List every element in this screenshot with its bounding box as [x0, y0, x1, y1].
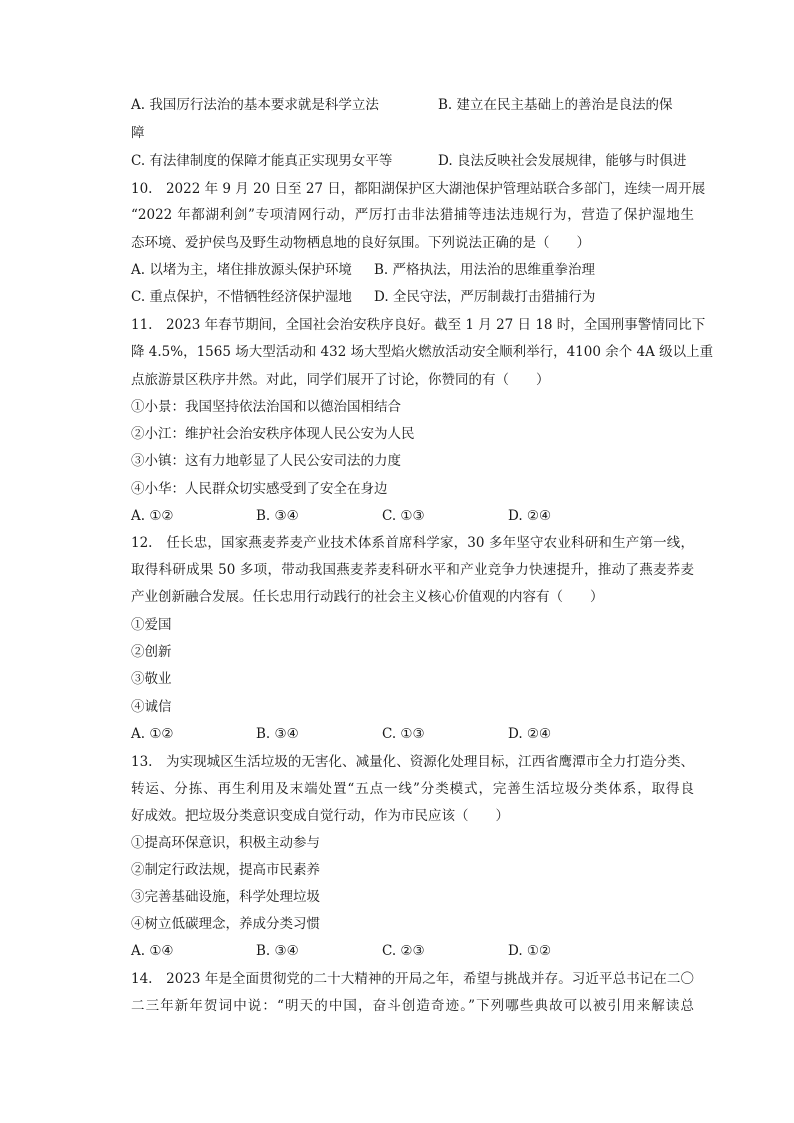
- q13-statement-1: ①提高环保意识，积极主动参与: [131, 835, 320, 851]
- q9-option-b: B. 建立在民主基础上的善治是良法的保: [438, 97, 673, 113]
- q11-stem-line-2: 降 4.5%，1565 场大型活动和 432 场大型焰火燃放活动安全顺利举行，4100 余个 4A 级以上重: [131, 344, 714, 360]
- q10-option-c: C. 重点保护，不惜牺牲经济保护湿地: [131, 289, 352, 305]
- q13-option-d: D. ①②: [508, 943, 552, 959]
- q10-option-a: A. 以堵为主，堵住排放源头保护环境: [131, 262, 352, 278]
- q10-stem-line-2: “2022 年都湖利剑”专项清网行动，严厉打击非法猎捕等违法违规行为，营造了保护湿地生: [131, 207, 694, 223]
- q13-statement-4: ④树立低碳理念，养成分类习惯: [131, 916, 320, 932]
- q12-statement-3: ③敬业: [131, 671, 172, 687]
- q9-option-b-continued: 障: [131, 125, 145, 141]
- q13-option-b: B. ③④: [256, 943, 299, 959]
- q11-option-d: D. ②④: [508, 508, 552, 524]
- q9-option-d: D. 良法反映社会发展规律，能够与时俱进: [438, 153, 687, 169]
- q13-option-a: A. ①④: [131, 943, 174, 959]
- q14-stem-line-1: 14. 2023 年是全面贯彻党的二十大精神的开局之年，希望与挑战并存。习近平总书记在二〇: [131, 971, 694, 987]
- q11-statement-4: ④小华：人民群众切实感受到了安全在身边: [131, 481, 388, 497]
- q12-statement-2: ②创新: [131, 644, 172, 660]
- q10-stem-line-3: 态环境、爱护侯鸟及野生动物栖息地的良好氛围。下列说法正确的是（ ）: [131, 235, 590, 251]
- q11-options: [131, 507, 694, 525]
- q13-statement-2: ②制定行政法规，提高市民素养: [131, 862, 320, 878]
- q12-option-b: B. ③④: [256, 726, 299, 742]
- q13-stem-line-3: 好成效。把垃圾分类意识变成自觉行动，作为市民应该（ ）: [131, 808, 509, 824]
- q9-option-c: C. 有法律制度的保障才能真正实现男女平等: [131, 153, 393, 169]
- q12-stem-line-1: 12. 任长忠，国家燕麦荞麦产业技术体系首席科学家，30 多年坚守农业科研和生产第一线，: [131, 535, 694, 551]
- q11-statement-2: ②小江：维护社会治安秩序体现人民公安为人民: [131, 426, 415, 442]
- q11-statement-3: ③小镇：这有力地彰显了人民公安司法的力度: [131, 453, 401, 469]
- q10-stem-line-1: 10. 2022 年 9 月 20 日至 27 日，都阳湖保护区大湖池保护管理站联合多部门，连续一周开展: [131, 181, 706, 197]
- q11-stem-line-1: 11. 2023 年春节期间，全国社会治安秩序良好。截至 1 月 27 日 18 时，全国刑事警情同比下: [131, 317, 706, 333]
- q13-statement-3: ③完善基础设施，科学处理垃圾: [131, 889, 320, 905]
- q10-option-d: D. 全民守法，严厉制裁打击猎捕行为: [374, 289, 596, 305]
- q11-option-a: A. ①②: [131, 508, 174, 524]
- q12-stem-line-3: 产业创新融合发展。任长忠用行动践行的社会主义核心价值观的内容有（ ）: [131, 589, 604, 605]
- q10-option-b: B. 严格执法，用法治的思维重拳治理: [374, 262, 596, 278]
- q11-statement-1: ①小景：我国坚持依法治国和以德治国相结合: [131, 399, 401, 415]
- q12-stem-line-2: 取得科研成果 50 多项，带动我国燕麦荞麦科研水平和产业竞争力快速提升，推动了燕麦荞麦: [131, 562, 694, 578]
- q9-option-a: A. 我国厉行法治的基本要求就是科学立法: [131, 97, 379, 113]
- q11-stem-line-3: 点旅游景区秩序井然。对此，同学们展开了讨论，你赞同的有（ ）: [131, 372, 550, 388]
- q12-option-a: A. ①②: [131, 726, 174, 742]
- q13-stem-line-2: 转运、分拣、再生利用及末端处置“五点一线”分类模式，完善生活垃圾分类体系，取得良: [131, 781, 694, 797]
- q12-statement-1: ①爱国: [131, 617, 172, 633]
- q11-option-c: C. ①③: [382, 508, 425, 524]
- q13-option-c: C. ②③: [382, 943, 425, 959]
- q13-stem-line-1: 13. 为实现城区生活垃圾的无害化、减量化、资源化处理目标，江西省鹰潭市全力打造分类、: [131, 754, 694, 770]
- q12-option-d: D. ②④: [508, 726, 552, 742]
- q12-option-c: C. ①③: [382, 726, 425, 742]
- q14-stem-line-2: 二三年新年贺词中说：“明天的中国，奋斗创造奇迹。”下列哪些典故可以被引用来解读总: [131, 998, 694, 1014]
- q12-statement-4: ④诚信: [131, 699, 172, 715]
- q11-option-b: B. ③④: [256, 508, 299, 524]
- q13-options: [131, 942, 694, 960]
- q12-options: [131, 725, 694, 743]
